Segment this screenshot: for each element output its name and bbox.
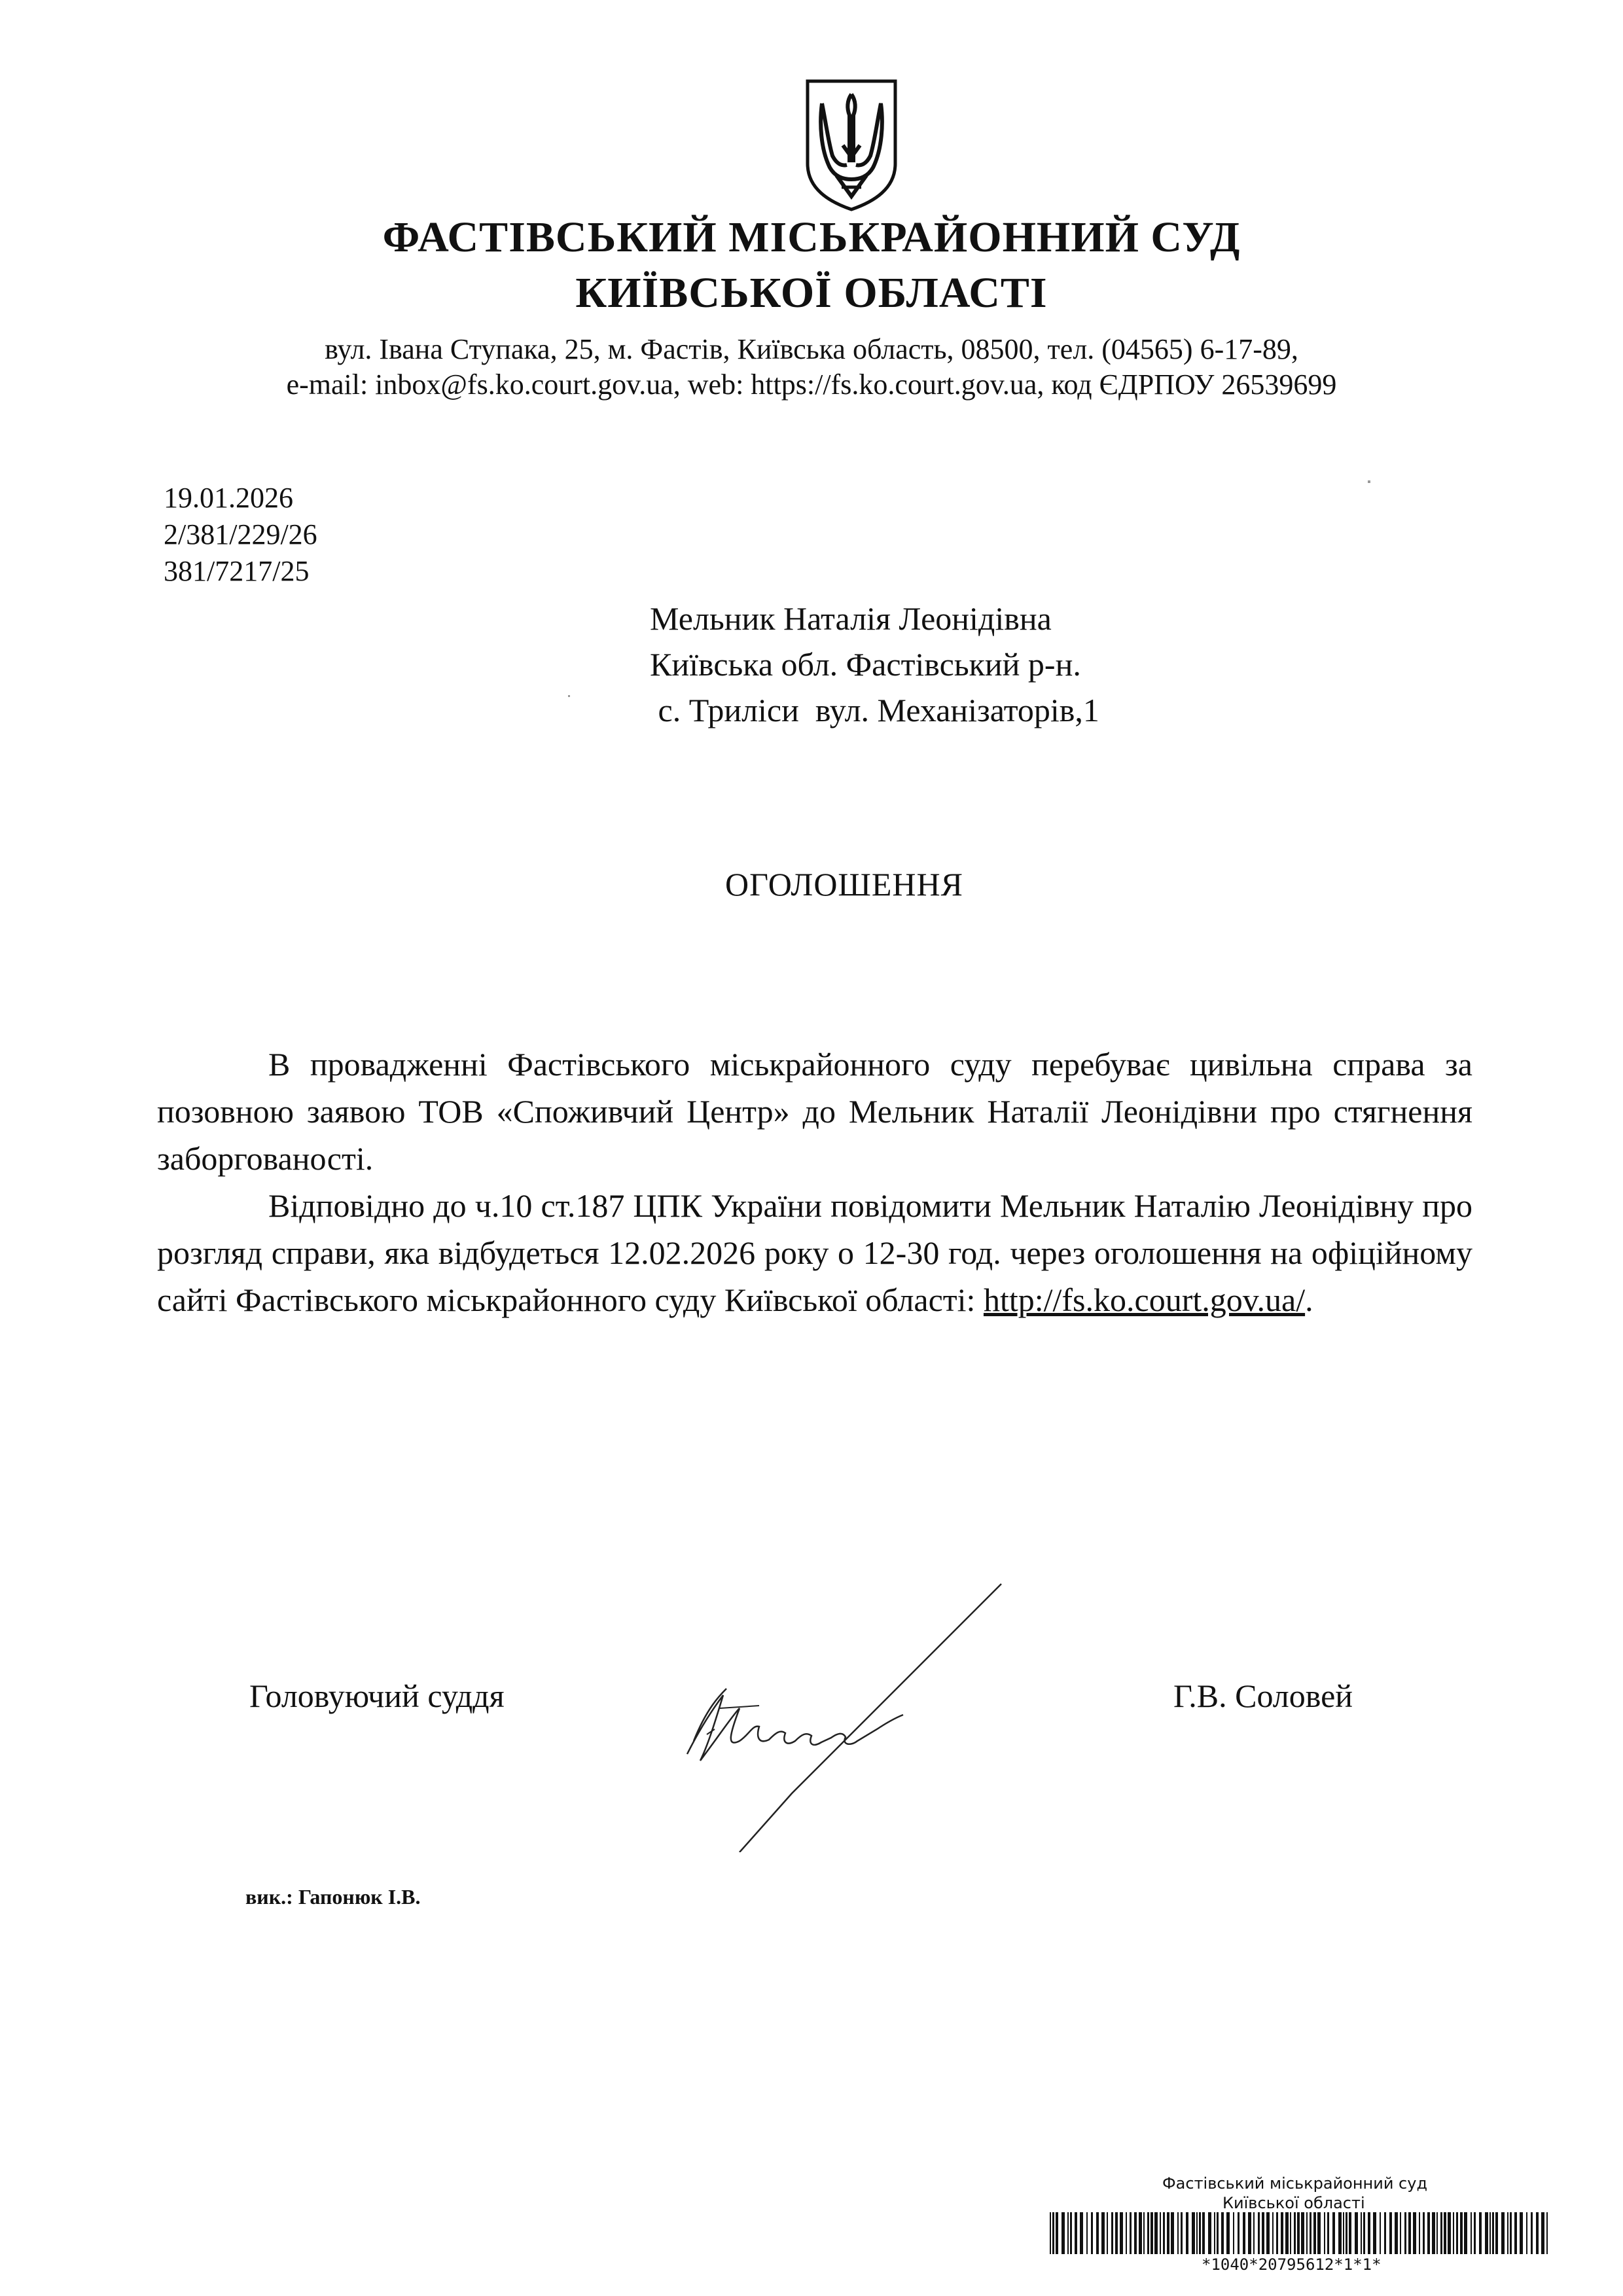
barcode-bar <box>1440 2212 1442 2254</box>
addressee-block <box>650 596 1099 733</box>
barcode-bar <box>1192 2212 1195 2254</box>
outgoing-number: 2/381/229/26 <box>164 518 317 550</box>
barcode-bar <box>1346 2212 1347 2254</box>
barcode-bar <box>1196 2212 1198 2254</box>
barcode-bar <box>1395 2212 1398 2254</box>
barcode-bar <box>1368 2212 1370 2254</box>
presiding-judge-label: Головуючий суддя <box>249 1677 505 1714</box>
barcode-bar <box>1163 2212 1165 2254</box>
barcode-bar <box>1413 2212 1416 2254</box>
barcode-bar <box>1460 2212 1463 2254</box>
barcode-bar <box>1297 2212 1300 2254</box>
barcode-bar <box>1075 2212 1077 2254</box>
barcode-bar <box>1495 2212 1498 2254</box>
barcode-bar <box>1120 2212 1123 2254</box>
barcode-bar <box>1310 2212 1311 2254</box>
barcode-bar <box>1290 2212 1291 2254</box>
barcode-bar <box>1111 2212 1113 2254</box>
barcode-bar <box>1101 2212 1105 2254</box>
executor-note: вик.: Гапонюк І.В. <box>245 1885 421 1909</box>
barcode-bar <box>1181 2212 1183 2254</box>
barcode-bar <box>1139 2212 1142 2254</box>
barcode-bar <box>1489 2212 1491 2254</box>
court-contacts: e-mail: inbox@fs.ko.court.gov.ua, web: https://fs.ko.court.gov.ua, код ЄДРПОУ 26539699 <box>286 368 1337 401</box>
barcode-bar <box>1214 2212 1215 2254</box>
barcode-bar <box>1456 2212 1458 2254</box>
court-website-link[interactable]: http://fs.ko.court.gov.ua/ <box>983 1282 1306 1318</box>
barcode-bar <box>1202 2212 1205 2254</box>
barcode-bar <box>1147 2212 1149 2254</box>
barcode-bar <box>1432 2212 1435 2254</box>
case-number: 381/7217/25 <box>164 555 310 587</box>
barcode-bar <box>1281 2212 1283 2254</box>
barcode-bar <box>1248 2212 1251 2254</box>
barcode-bar <box>1134 2212 1137 2254</box>
barcode-bar <box>1408 2212 1411 2254</box>
barcode-bar <box>1177 2212 1179 2254</box>
barcode-bar <box>1130 2212 1132 2254</box>
barcode-bar <box>1541 2212 1544 2254</box>
barcode-bar <box>1526 2212 1527 2254</box>
scan-speck <box>1368 480 1370 483</box>
barcode-bar <box>1301 2212 1304 2254</box>
barcode-bar <box>1546 2212 1548 2254</box>
paragraph-proceedings: В провадженні Фастівського міськрайонного суду перебуває цивільна справа за позовною заявою ТОВ «Споживчий Центр» до Мельник Наталії Леонідівни про стягнення заборгованості. <box>157 1046 1472 1177</box>
barcode-bar <box>1080 2212 1083 2254</box>
court-name-line1: ФАСТІВСЬКИЙ МІСЬКРАЙОННИЙ СУД <box>382 213 1241 261</box>
court-address: вул. Івана Ступака, 25, м. Фастів, Київська область, 08500, тел. (04565) 6-17-89, <box>325 333 1298 365</box>
barcode-bar <box>1107 2212 1108 2254</box>
barcode-bar <box>1464 2212 1467 2254</box>
barcode-bar <box>1238 2212 1240 2254</box>
barcode-bar <box>1226 2212 1230 2254</box>
document-title: ОГОЛОШЕННЯ <box>725 866 963 903</box>
barcode-bar <box>1373 2212 1376 2254</box>
barcode-bar <box>1052 2212 1054 2254</box>
addressee-street: с. Триліси вул. Механізаторів,1 <box>650 692 1099 728</box>
barcode-bar <box>1160 2212 1161 2254</box>
barcode-bar <box>1343 2212 1344 2254</box>
barcode-bar <box>1266 2212 1270 2254</box>
barcode-bar <box>1531 2212 1533 2254</box>
barcode-bar <box>1327 2212 1329 2254</box>
barcode-bar <box>1171 2212 1174 2254</box>
barcode-bar <box>1096 2212 1099 2254</box>
judge-name: Г.В. Соловей <box>1173 1677 1353 1714</box>
barcode-bar <box>1514 2212 1517 2254</box>
barcode-bar <box>1492 2212 1494 2254</box>
barcode-bar <box>1061 2212 1065 2254</box>
barcode-bar <box>1448 2212 1451 2254</box>
barcode-bar <box>1150 2212 1153 2254</box>
barcode-bar <box>1349 2212 1351 2254</box>
barcode-bar <box>1285 2212 1289 2254</box>
paragraph-hearing-end: . <box>1305 1282 1313 1318</box>
barcode-bar <box>1471 2212 1472 2254</box>
document-date: 19.01.2026 <box>164 482 293 514</box>
barcode-bar <box>1507 2212 1508 2254</box>
barcode-bar <box>1272 2212 1274 2254</box>
judge-signature <box>661 1577 1027 1852</box>
document-barcode <box>1047 2212 1551 2254</box>
scan-speck <box>568 695 570 697</box>
addressee-name: Мельник Наталія Леонідівна <box>650 600 1052 637</box>
barcode-bar <box>1453 2212 1454 2254</box>
barcode-bar <box>1091 2212 1093 2254</box>
addressee-region: Київська обл. Фастівський р-н. <box>650 646 1081 683</box>
barcode-bar <box>1474 2212 1476 2254</box>
barcode-bar <box>1143 2212 1145 2254</box>
barcode-bar <box>1217 2212 1219 2254</box>
barcode-bar <box>1384 2212 1386 2254</box>
barcode-bar <box>1056 2212 1058 2254</box>
barcode-bar <box>1324 2212 1325 2254</box>
barcode-bar <box>1427 2212 1430 2254</box>
paragraph-hearing <box>157 1182 1472 1323</box>
barcode-bar <box>1306 2212 1308 2254</box>
barcode-bar <box>1400 2212 1401 2254</box>
barcode-bar <box>1208 2212 1211 2254</box>
barcode-bar <box>1380 2212 1381 2254</box>
barcode-bar <box>1363 2212 1365 2254</box>
barcode-bar <box>1501 2212 1505 2254</box>
announcement-body <box>157 1041 1472 1323</box>
barcode-bar <box>1276 2212 1278 2254</box>
barcode-bar <box>1479 2212 1482 2254</box>
barcode-bar <box>1167 2212 1169 2254</box>
barcode-bar <box>1485 2212 1488 2254</box>
barcode-number: *1040*20795612*1*1* <box>1202 2255 1382 2274</box>
barcode-bar <box>1404 2212 1406 2254</box>
barcode-bar <box>1423 2212 1425 2254</box>
barcode-bar <box>1086 2212 1088 2254</box>
barcode-bar <box>1520 2212 1523 2254</box>
barcode-bar <box>1355 2212 1358 2254</box>
barcode-bar <box>1233 2212 1234 2254</box>
barcode-bar <box>1332 2212 1335 2254</box>
barcode-bar <box>1221 2212 1224 2254</box>
stamp-court-name: Фастівський міськрайонний суд <box>1162 2174 1428 2193</box>
barcode-bar <box>1243 2212 1245 2254</box>
barcode-bar <box>1536 2212 1539 2254</box>
barcode-bar <box>1126 2212 1127 2254</box>
document-references <box>164 480 317 590</box>
barcode-bar <box>1419 2212 1420 2254</box>
stamp-region: Київської області <box>1222 2194 1365 2212</box>
barcode-bar <box>1199 2212 1201 2254</box>
barcode-bar <box>1253 2212 1255 2254</box>
barcode-bar <box>1361 2212 1362 2254</box>
barcode-bar <box>1510 2212 1512 2254</box>
barcode-bar <box>1436 2212 1438 2254</box>
paragraph-hearing-text: Відповідно до ч.10 ст.187 ЦПК України повідомити Мельник Наталію Леонідівну про розгляд справи, яка відбудеться 12.02.2026 року о 12-30 год. через оголошення на офіційному сайті Фастівського міськрайонного суду Київської області: <box>157 1187 1472 1318</box>
barcode-bar <box>1338 2212 1342 2254</box>
barcode-bar <box>1050 2212 1051 2254</box>
barcode-bar <box>1067 2212 1069 2254</box>
barcode-bar <box>1070 2212 1072 2254</box>
barcode-bar <box>1258 2212 1260 2254</box>
barcode-bar <box>1313 2212 1316 2254</box>
court-name-line2: КИЇВСЬКОЇ ОБЛАСТІ <box>575 269 1048 317</box>
barcode-bar <box>1186 2212 1188 2254</box>
barcode-bar <box>1154 2212 1158 2254</box>
barcode-bar <box>1389 2212 1392 2254</box>
barcode-bar <box>1115 2212 1118 2254</box>
barcode-bar <box>1444 2212 1446 2254</box>
coat-of-arms-icon <box>802 77 901 212</box>
barcode-bar <box>1294 2212 1296 2254</box>
barcode-bar <box>1317 2212 1321 2254</box>
barcode-bar <box>1262 2212 1264 2254</box>
